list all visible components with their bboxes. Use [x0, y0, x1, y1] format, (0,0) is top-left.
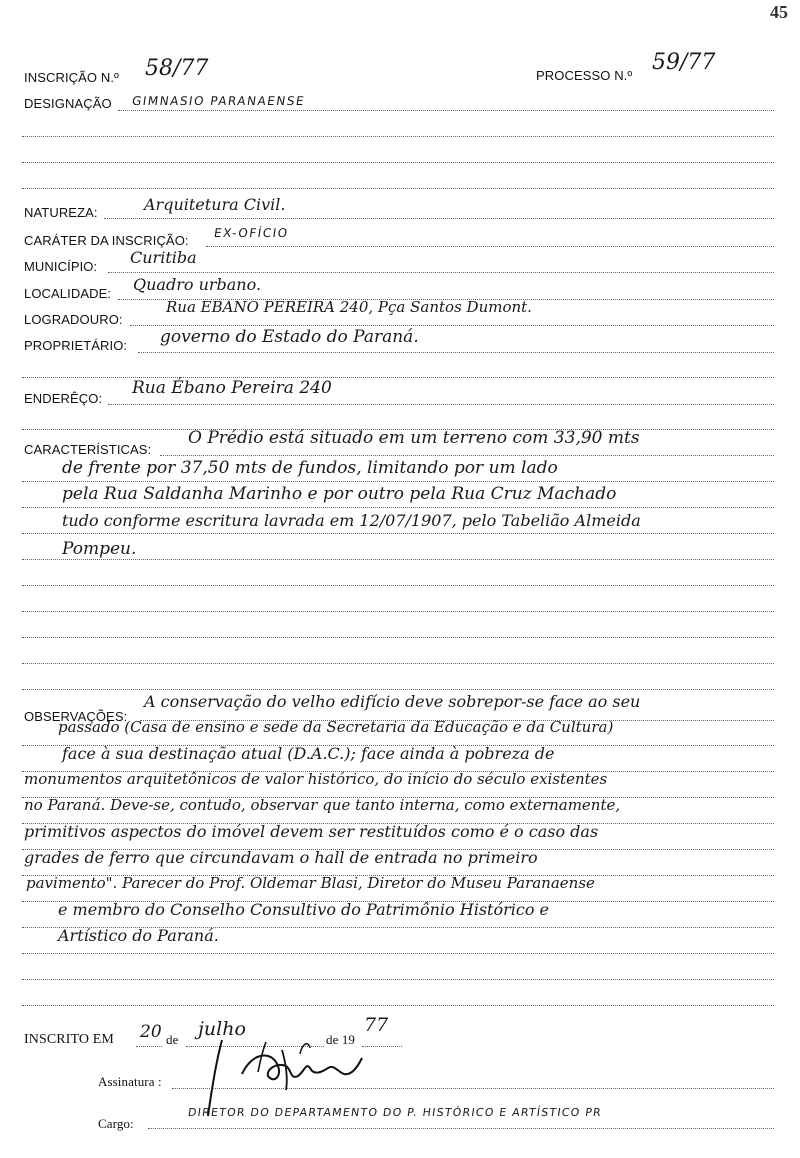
carater-label: CARÁTER DA INSCRIÇÃO:: [24, 233, 189, 248]
dotted-line: [130, 325, 774, 326]
observacoes-line: no Paraná. Deve-se, contudo, observar que tanto interna, como externamente,: [24, 796, 621, 814]
cargo-label: Cargo:: [98, 1116, 134, 1131]
inscricao-label: INSCRIÇÃO N.º: [24, 70, 119, 85]
municipio-value: Curitiba: [130, 248, 197, 267]
dotted-line: [22, 507, 774, 508]
inscricao-value: 58/77: [145, 56, 209, 81]
observacoes-line: A conservação do velho edifício deve sobrepor-se face ao seu: [144, 692, 641, 711]
dotted-line: [22, 533, 774, 534]
observacoes-line: face à sua destinação atual (D.A.C.); face ainda à pobreza de: [62, 744, 555, 763]
dotted-line: [22, 162, 774, 163]
proprietario-label: PROPRIETÁRIO:: [24, 338, 128, 353]
caracteristicas-line: tudo conforme escritura lavrada em 12/07/1907, pelo Tabelião Almeida: [62, 511, 641, 530]
caracteristicas-line: pela Rua Saldanha Marinho e por outro pela Rua Cruz Machado: [62, 484, 617, 504]
logradouro-value: Rua EBANO PEREIRA 240, Pça Santos Dumont.: [166, 298, 532, 316]
proprietario-value: governo do Estado do Paraná.: [160, 327, 419, 347]
inscrito-em-label: INSCRITO EM: [24, 1032, 114, 1047]
dotted-line: [22, 188, 774, 189]
observacoes-line: passado (Casa de ensino e sede da Secretaria da Educação e da Cultura): [58, 718, 614, 736]
dotted-line: [22, 611, 774, 612]
municipio-label: MUNICÍPIO:: [24, 259, 98, 274]
dotted-line: [108, 404, 774, 405]
cargo-value: DIRETOR DO DEPARTAMENTO DO P. HISTÓRICO E ARTÍSTICO PR: [187, 1106, 603, 1119]
dotted-line: [22, 663, 774, 664]
de-label: de: [166, 1032, 179, 1047]
processo-value: 59/77: [652, 50, 716, 75]
processo-label: PROCESSO N.º: [536, 68, 633, 83]
dotted-line: [138, 352, 774, 353]
caracteristicas-line: de frente por 37,50 mts de fundos, limitando por um lado: [62, 458, 558, 478]
designacao-label: DESIGNAÇÃO: [24, 96, 112, 111]
carater-value: EX-OFÍCIO: [213, 226, 290, 240]
observacoes-line: pavimento". Parecer do Prof. Oldemar Blasi, Diretor do Museu Paranaense: [26, 874, 595, 892]
dotted-line: [22, 585, 774, 586]
observacoes-line: primitivos aspectos do imóvel devem ser restituídos como é o caso das: [24, 822, 599, 841]
page-number: 45: [770, 2, 788, 22]
inscrito-ano: 77: [364, 1014, 389, 1036]
observacoes-label: OBSERVAÇÕES:: [24, 709, 128, 724]
dotted-line: [22, 637, 774, 638]
observacoes-line: e membro do Conselho Consultivo do Patrimônio Histórico e: [58, 900, 549, 919]
dotted-line: [22, 953, 774, 954]
assinatura-label: Assinatura :: [98, 1074, 162, 1089]
localidade-label: LOCALIDADE:: [24, 286, 112, 301]
endereco-label: ENDERÊÇO:: [24, 391, 103, 406]
observacoes-line: Artístico do Paraná.: [58, 926, 219, 945]
observacoes-line: monumentos arquitetônicos de valor histórico, do início do século existentes: [24, 770, 608, 788]
de-19-label: de 19: [326, 1032, 356, 1047]
dotted-line: [22, 689, 774, 690]
dotted-line: [160, 455, 774, 456]
natureza-value: Arquitetura Civil.: [144, 195, 286, 214]
dotted-line: [22, 481, 774, 482]
designacao-value: GIMNASIO PARANAENSE: [131, 94, 306, 108]
dotted-line: [22, 1005, 774, 1006]
dotted-line: [22, 136, 774, 137]
caracteristicas-line: O Prédio está situado em um terreno com 33,90 mts: [188, 428, 640, 448]
inscrito-dia: 20: [140, 1022, 162, 1042]
dotted-line: [22, 979, 774, 980]
logradouro-label: LOGRADOURO:: [24, 312, 123, 327]
observacoes-line: grades de ferro que circundavam o hall de entrada no primeiro: [24, 848, 538, 867]
caracteristicas-label: CARACTERÍSTICAS:: [24, 442, 152, 457]
dotted-line: [108, 272, 774, 273]
inscrito-mes: julho: [198, 1018, 246, 1040]
dotted-line: [148, 1128, 774, 1129]
natureza-label: NATUREZA:: [24, 205, 98, 220]
endereco-value: Rua Ébano Pereira 240: [132, 378, 332, 398]
dotted-line: [172, 1088, 774, 1089]
localidade-value: Quadro urbano.: [133, 275, 262, 294]
dotted-line: [136, 1046, 162, 1047]
caracteristicas-line: Pompeu.: [62, 539, 137, 559]
dotted-line: [118, 110, 774, 111]
dotted-line: [22, 559, 774, 560]
dotted-line: [206, 246, 774, 247]
dotted-line: [104, 218, 774, 219]
